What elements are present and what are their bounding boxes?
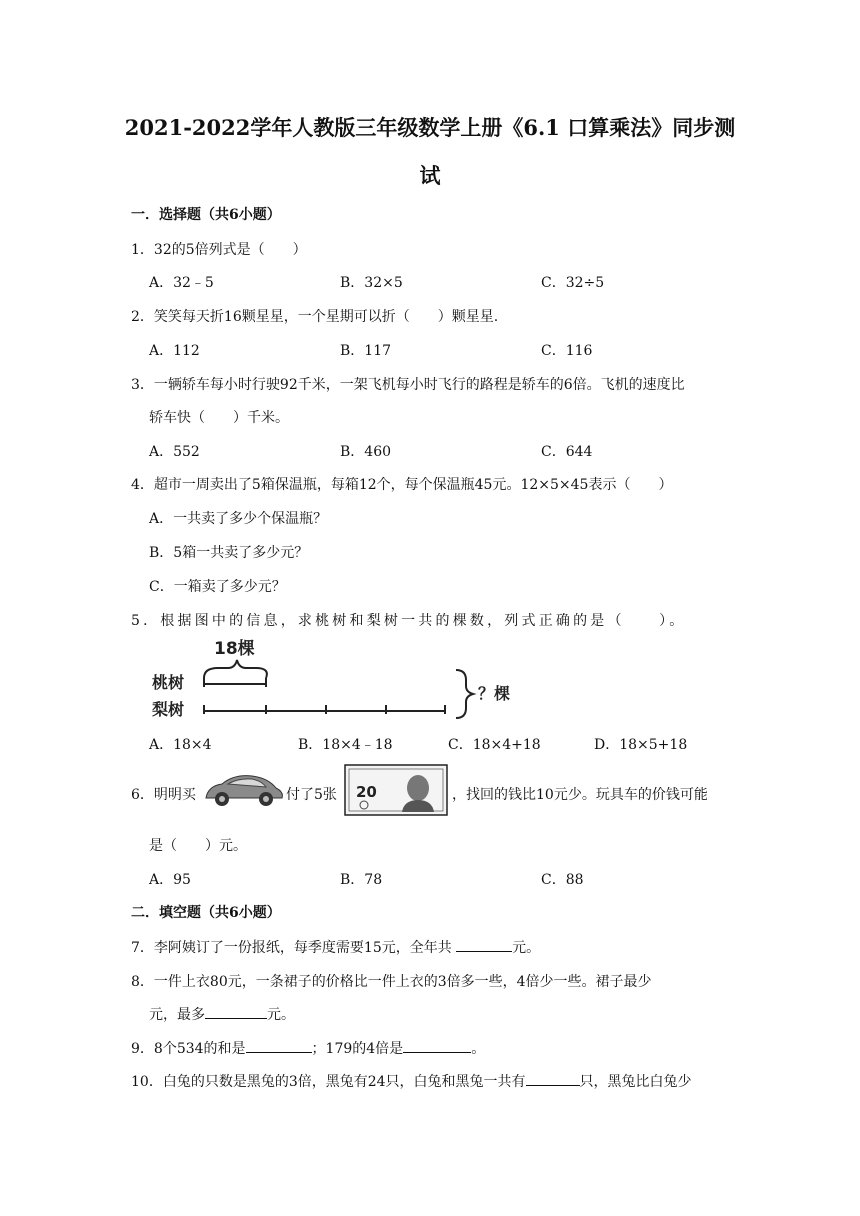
q10-text-cont: 只，黑兔比白兔少 [579,1074,692,1090]
question-6-part2: 付了5张 [286,787,337,803]
q2-option-c: C．116 [541,343,593,359]
diagram-label-question: ？棵 [478,684,511,703]
q7-unit: 元。 [512,940,541,956]
question-3-line2: 轿车快（ ）千米。 [149,410,289,426]
banknote-image [344,764,448,816]
question-6-part1: 6．明明买 [131,787,196,803]
question-9 [131,1038,485,1058]
section-heading-choice: 一．选择题（共6小题） [131,207,281,223]
q7-text: 7．李阿姨订了一份报纸，每季度需要15元，全年共 [131,940,457,956]
q9-blank-sum[interactable] [246,1038,312,1053]
tree-count-diagram [148,634,528,724]
q9-text: 9．8个534的和是 [131,1041,246,1057]
q2-option-a: A．112 [149,343,200,359]
q7-answer-blank[interactable] [456,937,512,952]
note-portrait-head [407,775,429,801]
car-hub-front [219,796,225,802]
q9-blank-product[interactable] [403,1038,471,1053]
question-7 [131,937,540,957]
q4-option-b: B．5箱一共卖了多少元？ [149,545,309,561]
q3-option-a: A．552 [149,444,200,460]
page-title-continued: 试 [419,163,441,188]
page-title: 2021-2022学年人教版三年级数学上册《6.1 口算乘法》同步测 [124,115,736,140]
q8-text-min-unit: 元，最多 [149,1007,205,1023]
section-heading-fill: 二．填空题（共6小题） [131,905,281,921]
q1-option-a: A．32﹣5 [149,275,214,291]
q5-option-d: D．18×5+18 [594,737,688,753]
note-value: 20 [356,783,377,801]
toy-car-image [200,770,286,810]
question-4: 4．超市一周卖出了5箱保温瓶，每箱12个，每个保温瓶45元。12×5×45表示（ ） [131,477,673,493]
q8-unit: 元。 [267,1007,295,1023]
q5-option-c: C．18×4+18 [448,737,541,753]
q6-option-c: C．88 [541,872,584,888]
question-6-part3: ，找回的钱比10元少。玩具车的价钱可能 [452,787,708,803]
q1-option-b: B．32×5 [340,275,403,291]
question-5: 5．根据图中的信息，求桃树和梨树一共的棵数，列式正确的是（ ）。 [131,613,687,629]
question-8: 8．一件上衣80元，一条裙子的价格比一件上衣的3倍多一些，4倍少一些。裙子最少 [131,974,652,990]
q4-option-c: C．一箱卖了多少元？ [149,579,286,595]
q9-end: 。 [471,1041,486,1057]
diagram-label-18: 18棵 [214,639,255,659]
car-hub-back [263,796,269,802]
brace-right [456,670,473,718]
q9-text-mid: ；179的4倍是 [311,1041,404,1057]
q10-blank-total[interactable] [526,1071,580,1086]
q1-option-c: C．32÷5 [541,275,605,291]
question-3: 3．一辆轿车每小时行驶92千米，一架飞机每小时飞行的路程是轿车的6倍。飞机的速度比 [131,377,685,393]
q3-option-c: C．644 [541,444,593,460]
question-2: 2．笑笑每天折16颗星星，一个星期可以折（ ）颗星星. [131,309,499,325]
question-10 [131,1071,692,1091]
brace-top [204,660,267,678]
q5-option-a: A．18×4 [149,737,212,753]
q6-option-a: A．95 [149,872,191,888]
diagram-label-peach: 桃树 [152,673,185,692]
question-6-line2: 是（ ）元。 [149,838,247,854]
question-8-line2 [149,1004,295,1024]
q2-option-b: B．117 [340,343,392,359]
diagram-label-pear: 梨树 [152,700,185,719]
q10-text: 10．白兔的只数是黑兔的3倍，黑兔有24只，白兔和黑兔一共有 [131,1074,526,1090]
question-1: 1．32的5倍列式是（ ） [131,242,307,258]
q3-option-b: B．460 [340,444,392,460]
q4-option-a: A．一共卖了多少个保温瓶？ [149,511,328,527]
q5-option-b: B．18×4﹣18 [298,737,393,753]
q6-option-b: B．78 [340,872,383,888]
q8-max-blank[interactable] [205,1004,267,1019]
